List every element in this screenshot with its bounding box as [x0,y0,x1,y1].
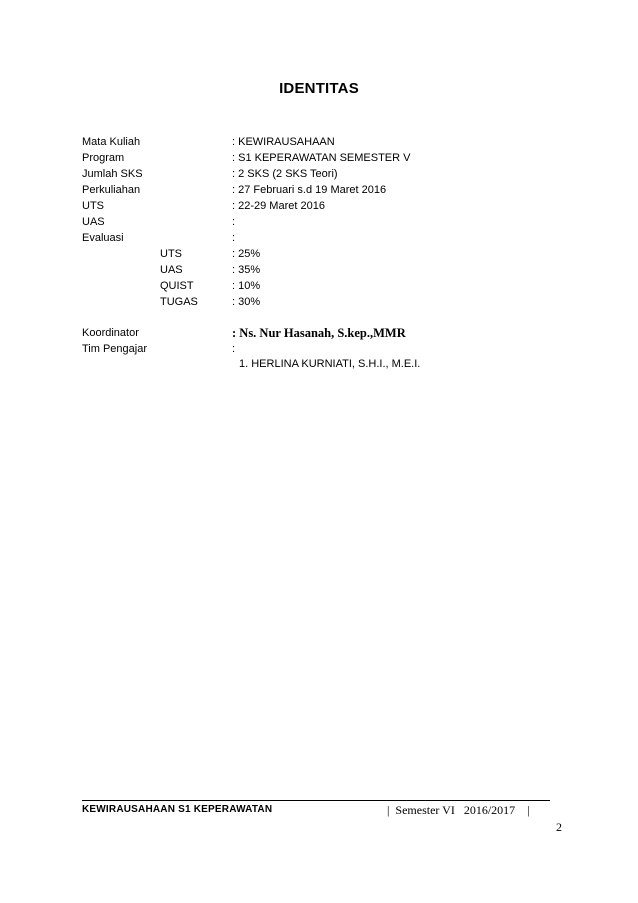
row-value: : 2 SKS (2 SKS Teori) [232,168,338,180]
row-value: : [232,232,236,244]
row-label: Jumlah SKS [82,168,143,180]
row-label: Program [82,152,125,164]
evaluation-value: : 25% [232,248,261,260]
row-label: Perkuliahan [82,184,141,196]
team-member-name: 1. HERLINA KURNIATI, S.H.I., M.E.I. [239,358,421,370]
footer-course-title: KEWIRAUSAHAAN S1 KEPERAWATAN [82,804,273,815]
row-label: Mata Kuliah [82,136,141,148]
evaluation-label: UTS [160,248,182,260]
row-value: : 22-29 Maret 2016 [232,200,325,212]
evaluation-value: : 10% [232,280,261,292]
evaluation-label: UAS [160,264,183,276]
row-label: Koordinator [82,327,139,339]
document-title: IDENTITAS [279,80,359,97]
evaluation-value: : 30% [232,296,261,308]
row-label: UTS [82,200,104,212]
coordinator-name: : Ns. Nur Hasanah, S.kep.,MMR [232,326,406,340]
evaluation-label: QUIST [160,280,194,292]
row-value: : [232,216,236,228]
row-value: : 27 Februari s.d 19 Maret 2016 [232,184,387,196]
row-label: Tim Pengajar [82,343,148,355]
footer-divider [82,800,550,801]
evaluation-label: TUGAS [160,296,198,308]
evaluation-value: : 35% [232,264,261,276]
row-value: : S1 KEPERAWATAN SEMESTER V [232,152,411,164]
row-value: : [232,343,236,355]
row-label: Evaluasi [82,232,124,244]
footer-semester: | Semester VI 2016/2017 | [387,803,530,817]
page-number: 2 [556,820,562,834]
row-label: UAS [82,216,105,228]
row-value: : KEWIRAUSAHAAN [232,136,335,148]
